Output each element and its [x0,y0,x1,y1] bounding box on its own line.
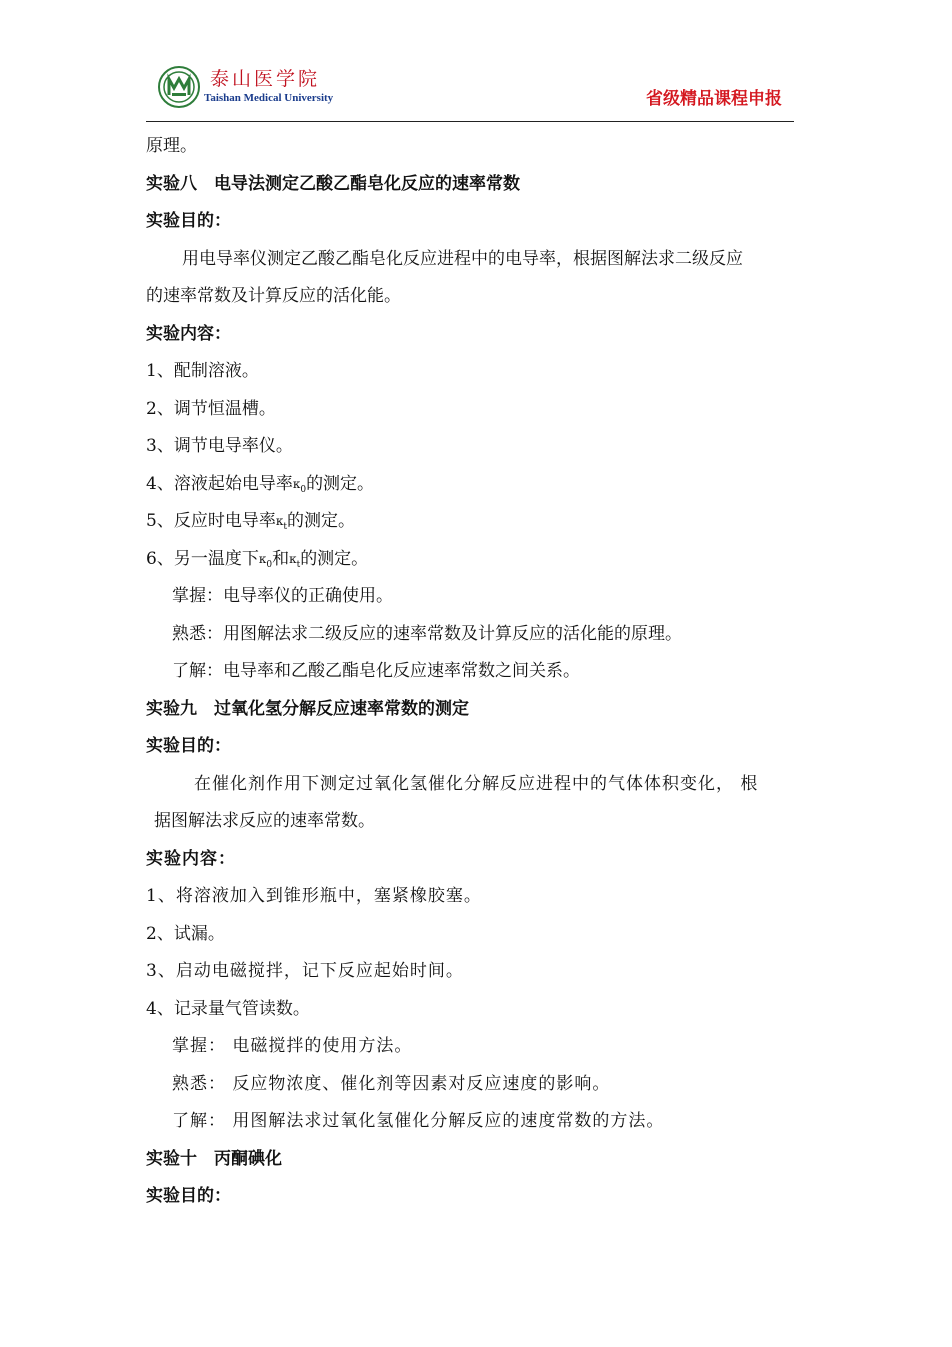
requirement-know: 了解： 用图解法求过氧化氢催化分解反应的速度常数的方法。 [172,1111,665,1131]
kappa-symbol: κ [292,476,301,491]
section-title-exp9: 实验九 过氧化氢分解反应速率常数的测定 [146,698,469,719]
section-title-exp8: 实验八 电导法测定乙酸乙酯皂化反应的速率常数 [146,173,520,194]
kappa-symbol: κ [258,551,267,566]
document-body [146,128,816,1216]
step-item: 3、调节电导率仪。 [146,436,293,456]
step-item: 1、配制溶液。 [146,361,259,381]
requirement-master: 掌握： 电磁搅拌的使用方法。 [172,1036,413,1056]
requirement-familiar: 熟悉： 反应物浓度、催化剂等因素对反应速度的影响。 [172,1073,611,1094]
purpose-heading: 实验目的： [146,211,231,231]
paragraph-line: 用电导率仪测定乙酸乙酯皂化反应进程中的电导率，根据图解法求二级反应 [182,248,743,269]
course-label: 省级精品课程申报 [646,89,782,109]
paragraph-line: 在催化剂作用下测定过氧化氢催化分解反应进程中的气体体积变化， 根 [194,773,759,794]
purpose-heading: 实验目的： [146,736,231,756]
requirement-master: 掌握：电导率仪的正确使用。 [172,586,393,606]
step-text: 的测定。 [306,473,375,494]
subscript: 0 [266,559,273,570]
step-text: 的测定。 [286,511,355,531]
purpose-heading: 实验目的： [146,1186,231,1206]
content-heading: 实验内容： [146,848,236,869]
university-logo-icon [158,66,200,108]
university-name-cn: 泰山医学院 [210,68,321,90]
requirement-know: 了解：电导率和乙酸乙酯皂化反应速率常数之间关系。 [172,661,580,681]
step-item: 4、记录量气管读数。 [146,998,310,1019]
step-text: 4、溶液起始电导率 [146,473,293,494]
step-item: 1、将溶液加入到锥形瓶中，塞紧橡胶塞。 [146,886,482,906]
subscript: t [283,522,287,532]
step-item [146,503,816,541]
step-text: 6、另一温度下 [146,548,259,569]
university-name-en: Taishan Medical University [204,92,334,104]
step-text: 的测定。 [300,548,369,569]
subscript: 0 [300,484,307,495]
paragraph-line: 据图解法求反应的速率常数。 [154,811,375,831]
step-item: 3、启动电磁搅拌，记下反应起始时间。 [146,961,464,981]
header-divider [146,121,794,122]
section-title-exp10: 实验十 丙酮碘化 [146,1148,282,1169]
kappa-symbol: κ [275,514,284,528]
step-text: 和 [272,548,290,569]
step-item [146,541,816,579]
step-item [146,466,816,504]
content-heading: 实验内容： [146,323,231,344]
requirement-familiar: 熟悉：用图解法求二级反应的速率常数及计算反应的活化能的原理。 [172,623,682,644]
text-line: 原理。 [146,136,197,156]
page-header [158,62,794,122]
step-item: 2、试漏。 [146,923,225,944]
paragraph-line: 的速率常数及计算反应的活化能。 [146,286,401,306]
step-item: 2、调节恒温槽。 [146,398,276,419]
kappa-symbol: κ [289,551,297,566]
subscript: t [296,559,301,570]
step-text: 5、反应时电导率 [146,511,276,531]
